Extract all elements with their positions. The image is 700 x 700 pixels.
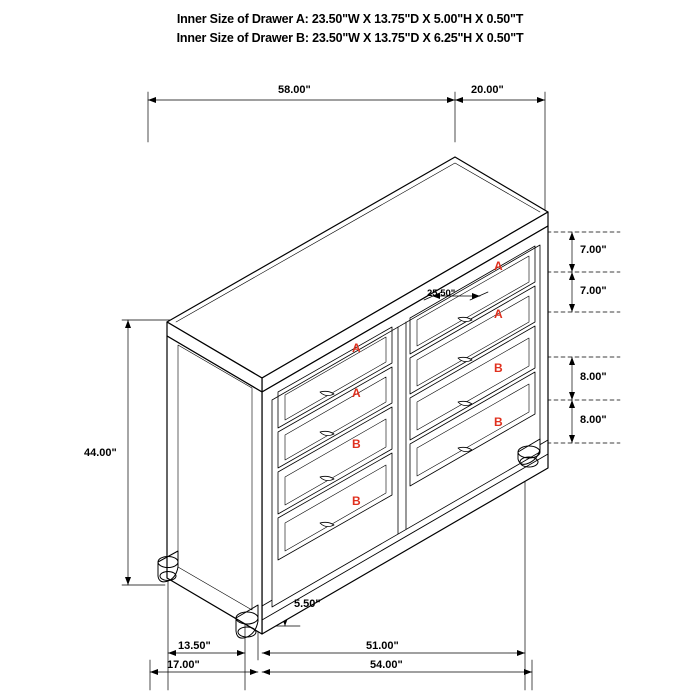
- dim-drawer-inner-width: 25.50": [427, 288, 456, 299]
- dim-leg-height: 5.50": [294, 598, 321, 610]
- left-height-dimension-group: [122, 320, 170, 585]
- dim-top-width: 58.00": [278, 84, 311, 96]
- dim-bottom-front-width: 51.00": [366, 640, 399, 652]
- dim-top-depth: 20.00": [471, 84, 504, 96]
- right-dimension-arrows: [569, 232, 575, 443]
- drawer-a-spec-text: Inner Size of Drawer A: 23.50"W X 13.75"D X 5.00"H X 0.50"T: [176, 12, 524, 26]
- dim-bottom-total-width: 54.00": [370, 659, 403, 671]
- drawer-label-left-2: A: [352, 386, 361, 400]
- drawer-label-right-4: B: [494, 415, 503, 429]
- dim-right-3: 8.00": [580, 371, 607, 383]
- dim-left-height: 44.00": [84, 447, 117, 459]
- drawer-b-spec-text: Inner Size of Drawer B: 23.50"W X 13.75"D X 6.25"H X 0.50"T: [176, 31, 524, 45]
- drawer-label-left-3: B: [352, 437, 361, 451]
- dim-bottom-left-depth-2: 17.00": [167, 659, 200, 671]
- dim-bottom-left-depth: 13.50": [178, 640, 211, 652]
- drawer-label-left-4: B: [352, 494, 361, 508]
- drawer-label-right-2: A: [494, 307, 503, 321]
- dim-right-2: 7.00": [580, 285, 607, 297]
- drawer-label-right-3: B: [494, 361, 503, 375]
- drawer-label-right-1: A: [494, 259, 503, 273]
- dim-right-4: 8.00": [580, 414, 607, 426]
- dim-right-1: 7.00": [580, 244, 607, 256]
- drawer-label-left-1: A: [352, 341, 361, 355]
